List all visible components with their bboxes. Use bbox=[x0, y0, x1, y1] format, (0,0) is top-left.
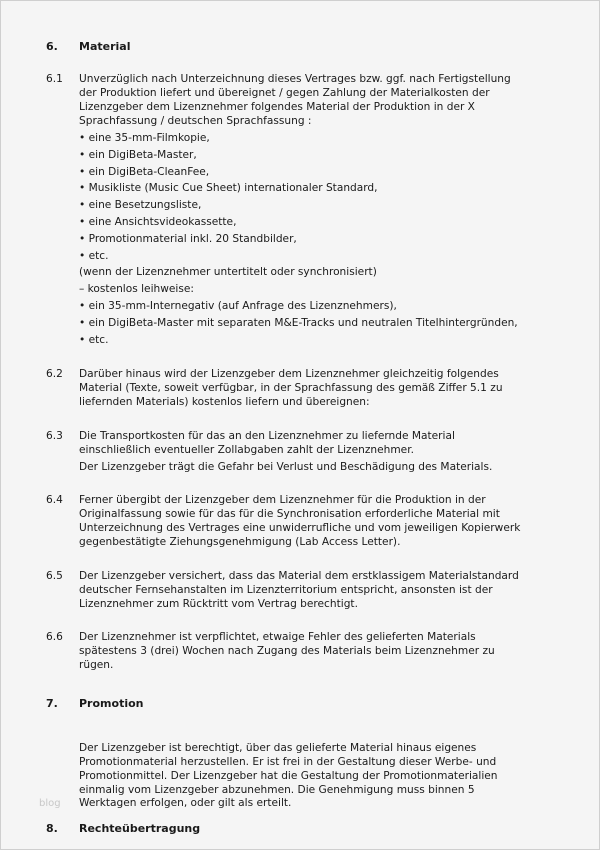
paragraph-line: Werktagen erfolgen, oder gilt als erteilt. bbox=[79, 797, 292, 809]
paragraph-line: Darüber hinaus wird der Lizenzgeber dem Lizenznehmer gleichzeitig folgendes bbox=[79, 368, 499, 380]
paragraph-line: Originalfassung sowie für das für die Synchronisation erforderliche Material mit bbox=[79, 508, 500, 520]
paragraph-line: Lizenzgeber dem Lizenznehmer folgendes Material der Produktion in der X bbox=[79, 101, 475, 113]
clause-number: 6.2 bbox=[46, 368, 63, 380]
paragraph-line: Der Lizenzgeber trägt die Gefahr bei Verlust und Beschädigung des Materials. bbox=[79, 461, 493, 473]
paragraph-line: (wenn der Lizenznehmer untertitelt oder synchronisiert) bbox=[79, 266, 377, 278]
paragraph-line: deutscher Fernsehanstalten im Lizenzterritorium entspricht, ansonsten ist der bbox=[79, 584, 493, 596]
section-heading: Promotion bbox=[79, 697, 144, 710]
paragraph-line: Unverzüglich nach Unterzeichnung dieses Vertrages bzw. ggf. nach Fertigstellung bbox=[79, 73, 511, 85]
section-heading: Rechteübertragung bbox=[79, 822, 201, 835]
section-number: 7. bbox=[46, 697, 58, 710]
paragraph-line: spätestens 3 (drei) Wochen nach Zugang des Materials beim Lizenznehmer zu bbox=[79, 645, 495, 657]
bullet-item: • ein DigiBeta-Master, bbox=[79, 149, 197, 161]
bullet-item: • Musikliste (Music Cue Sheet) internationaler Standard, bbox=[79, 182, 378, 194]
bullet-item: • Promotionmaterial inkl. 20 Standbilder, bbox=[79, 233, 297, 245]
section-number: 6. bbox=[46, 40, 58, 53]
paragraph-line: Sprachfassung / deutschen Sprachfassung : bbox=[79, 115, 312, 127]
bullet-item: • etc. bbox=[79, 334, 109, 346]
clause-number: 6.4 bbox=[46, 494, 63, 506]
bullet-item: • eine Ansichtsvideokassette, bbox=[79, 216, 237, 228]
paragraph-line: Der Lizenzgeber ist berechtigt, über das gelieferte Material hinaus eigenes bbox=[79, 742, 477, 754]
section-heading: Material bbox=[79, 40, 131, 53]
bullet-item: • ein DigiBeta-Master mit separaten M&E-Tracks und neutralen Titelhintergründen, bbox=[79, 317, 518, 329]
paragraph-line: der Produktion liefert und übereignet / gegen Zahlung der Materialkosten der bbox=[79, 87, 490, 99]
paragraph-line: einschließlich eventueller Zollabgaben zahlt der Lizenznehmer. bbox=[79, 444, 414, 456]
paragraph-line: Die Transportkosten für das an den Lizenznehmer zu liefernde Material bbox=[79, 430, 455, 442]
clause-number: 6.6 bbox=[46, 631, 63, 643]
clause-number: 6.1 bbox=[46, 73, 63, 85]
paragraph-line: Unterzeichnung des Vertrages eine unwiderrufliche und vom jeweiligen Kopierwerk bbox=[79, 522, 521, 534]
paragraph-line: Promotionmittel. Der Lizenzgeber hat die Gestaltung der Promotionmaterialien bbox=[79, 770, 498, 782]
paragraph-line: rügen. bbox=[79, 659, 114, 671]
paragraph-line: Material (Texte, soweit verfügbar, in der Sprachfassung des gemäß Ziffer 5.1 zu bbox=[79, 382, 503, 394]
paragraph-line: – kostenlos leihweise: bbox=[79, 283, 194, 295]
paragraph-line: Der Lizenzgeber versichert, dass das Material dem erstklassigem Materialstandard bbox=[79, 570, 519, 582]
paragraph-line: Promotionmaterial herzustellen. Er ist frei in der Gestaltung dieser Werbe- und bbox=[79, 756, 497, 768]
paragraph-line: gegenbestätigte Ziehungsgenehmigung (Lab Access Letter). bbox=[79, 536, 401, 548]
watermark: blog bbox=[39, 798, 61, 809]
paragraph-line: Ferner übergibt der Lizenzgeber dem Lizenznehmer für die Produktion in der bbox=[79, 494, 486, 506]
clause-number: 6.5 bbox=[46, 570, 63, 582]
clause-number: 6.3 bbox=[46, 430, 63, 442]
bullet-item: • ein 35-mm-Internegativ (auf Anfrage des Lizenznehmers), bbox=[79, 300, 397, 312]
bullet-item: • ein DigiBeta-CleanFee, bbox=[79, 166, 210, 178]
bullet-item: • eine Besetzungsliste, bbox=[79, 199, 202, 211]
bullet-item: • etc. bbox=[79, 250, 109, 262]
paragraph-line: liefernden Materials) kostenlos liefern und übereignen: bbox=[79, 396, 370, 408]
section-number: 8. bbox=[46, 822, 58, 835]
paragraph-line: Lizenznehmer zum Rücktritt vom Vertrag berechtigt. bbox=[79, 598, 358, 610]
paragraph-line: einmalig vom Lizenzgeber abzunehmen. Die Genehmigung muss binnen 5 bbox=[79, 784, 475, 796]
bullet-item: • eine 35-mm-Filmkopie, bbox=[79, 132, 210, 144]
paragraph-line: Der Lizenznehmer ist verpflichtet, etwaige Fehler des gelieferten Materials bbox=[79, 631, 476, 643]
